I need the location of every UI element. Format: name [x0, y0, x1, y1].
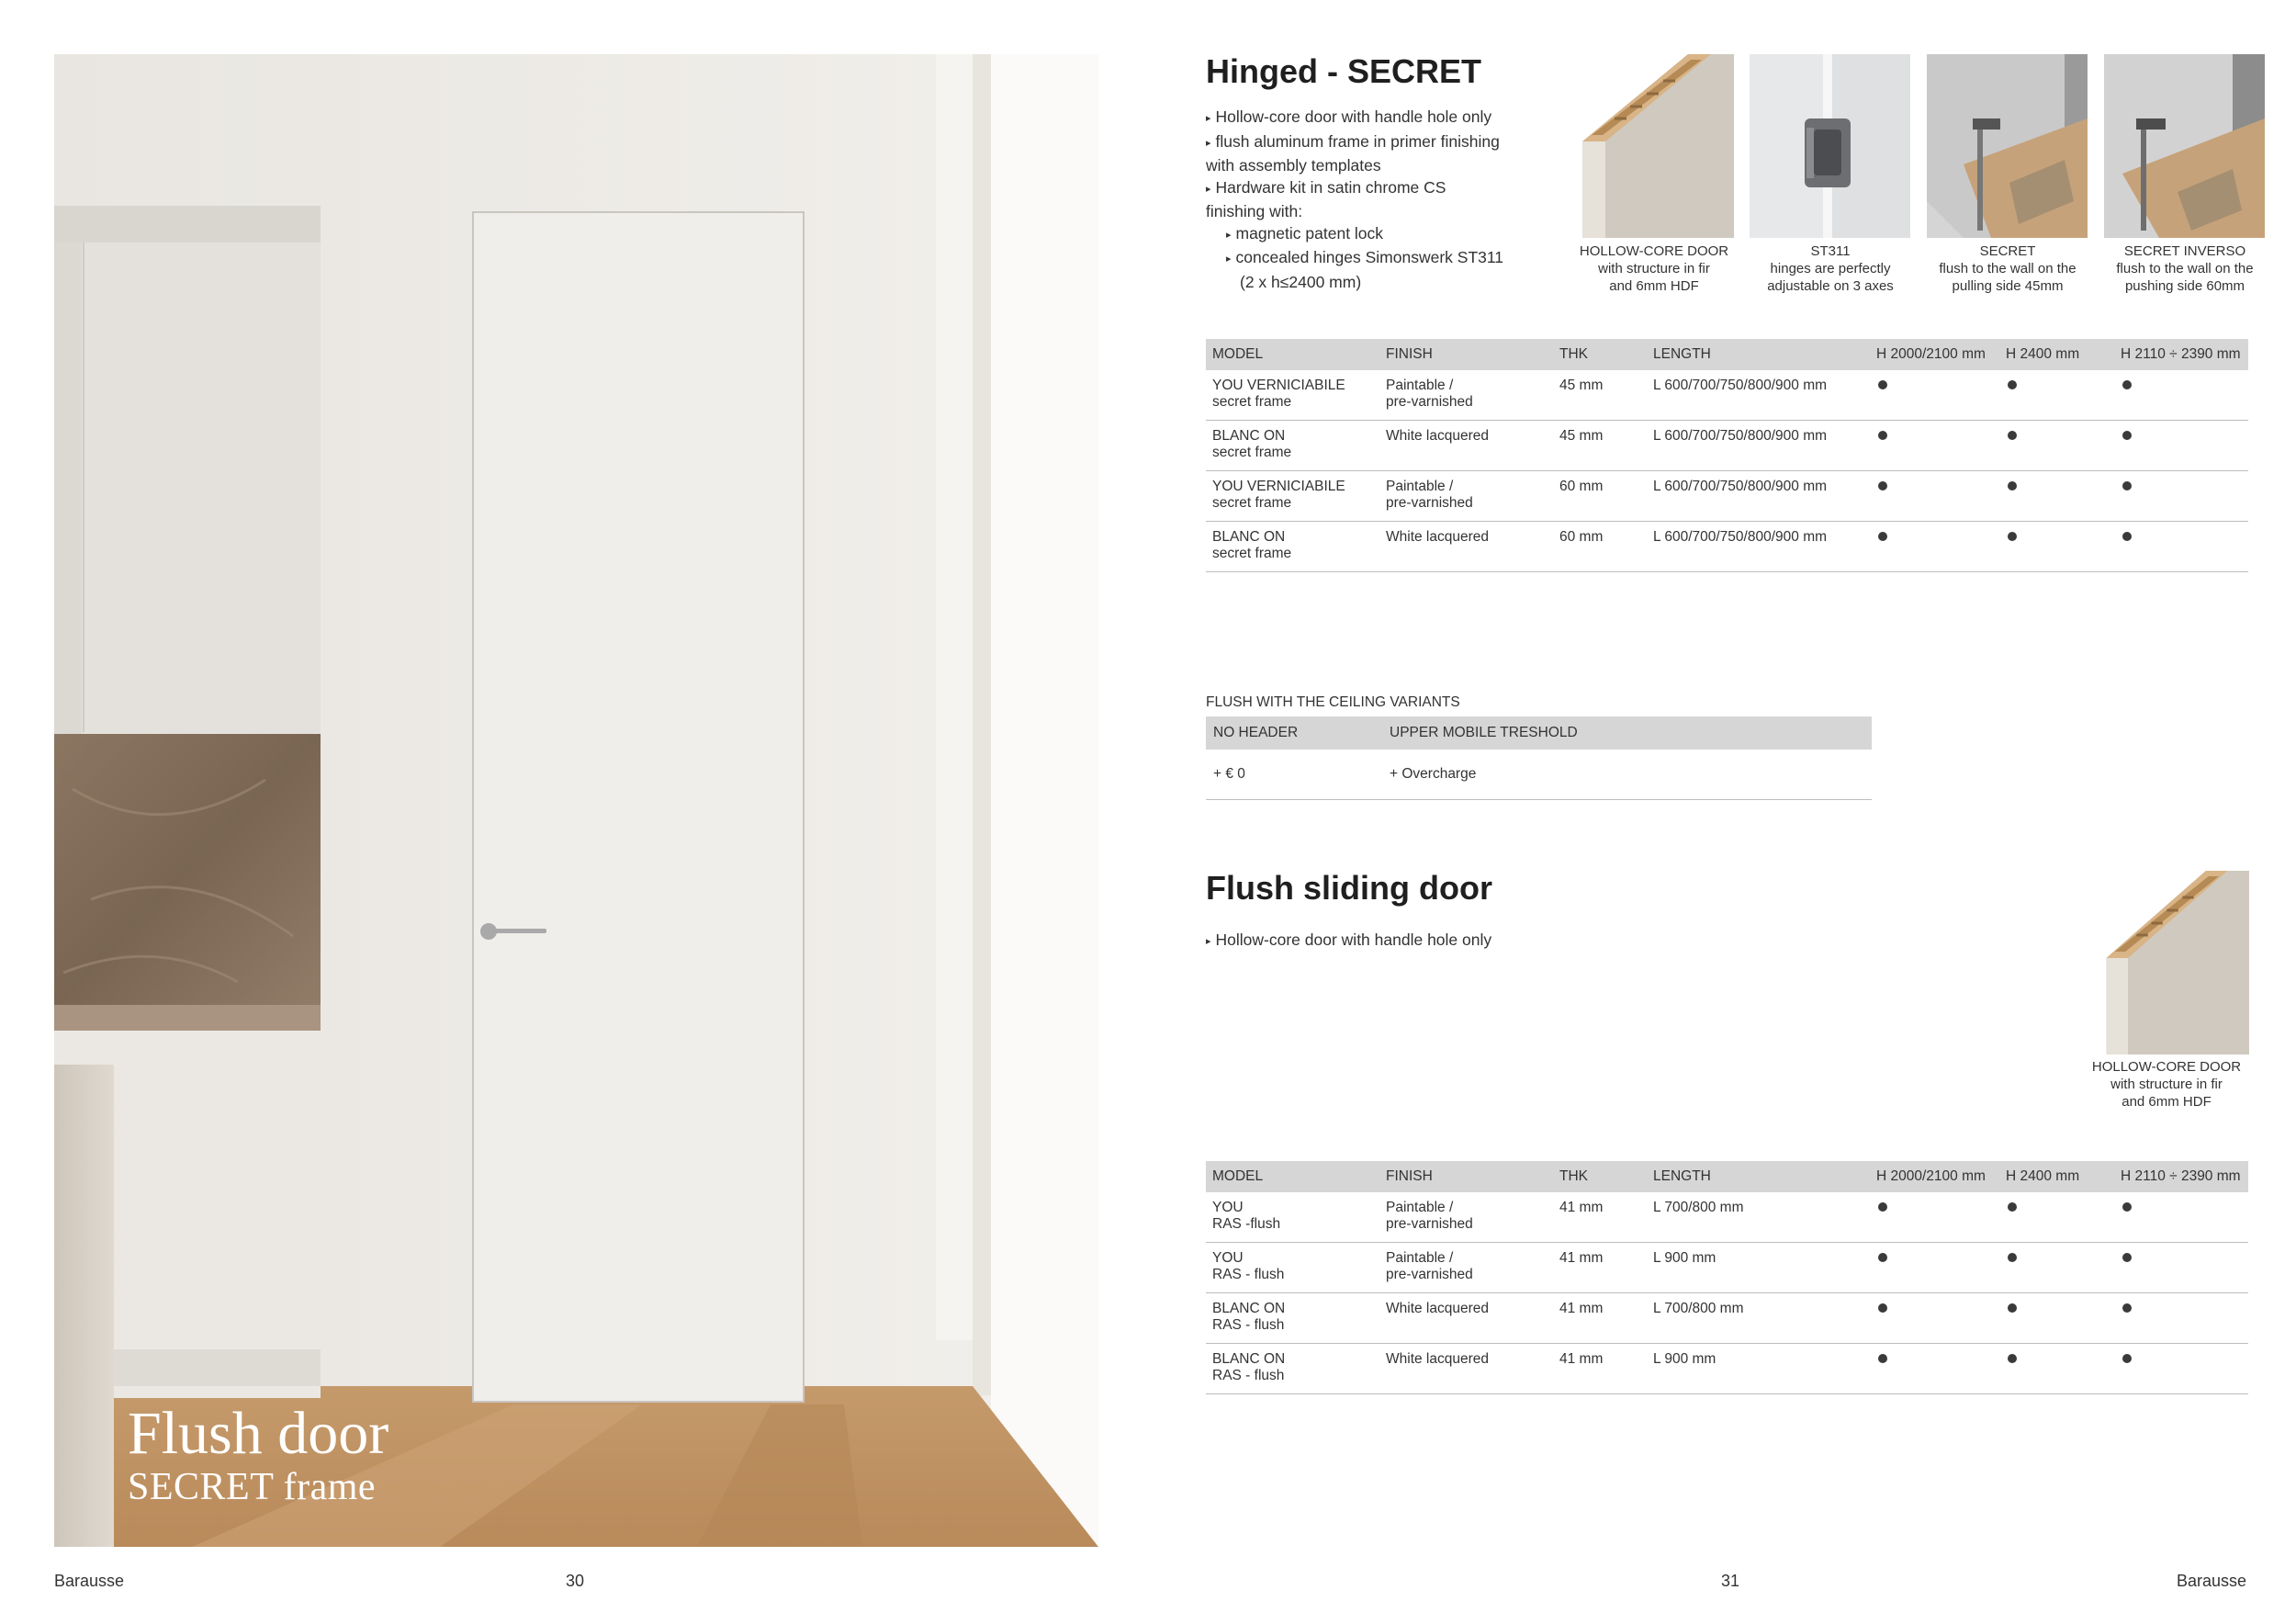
st311-hinge-image [1750, 54, 1910, 238]
arrow-bullet-icon: ▸ [1206, 113, 1211, 124]
hinged-spec-table [1206, 339, 2248, 572]
footer-brand-left: Barausse [54, 1572, 125, 1590]
arrow-bullet-icon: ▸ [1206, 137, 1211, 149]
arrow-bullet-icon: ▸ [1206, 936, 1211, 947]
table-header-row [1206, 1161, 2248, 1192]
available-dot-icon [2122, 1354, 2132, 1363]
column-header: MODEL [1206, 339, 1379, 370]
available-dot-icon [2122, 380, 2132, 389]
availability-cell [1999, 471, 2114, 522]
availability-cell [1999, 421, 2114, 471]
finish-cell: Paintable / pre-varnished [1379, 1243, 1553, 1293]
available-dot-icon [2008, 481, 2017, 491]
available-dot-icon [1878, 380, 1887, 389]
hollow-core-door-image [1573, 54, 1734, 238]
finish-cell: Paintable / pre-varnished [1379, 471, 1553, 522]
model-cell: BLANC ON RAS - flush [1206, 1293, 1379, 1344]
column-header: H 2110 ÷ 2390 mm [2114, 1161, 2248, 1192]
available-dot-icon [1878, 431, 1887, 440]
availability-cell [2114, 1344, 2248, 1394]
column-header: MODEL [1206, 1161, 1379, 1192]
thumbnail-caption: HOLLOW-CORE DOOR with structure in fir and 6mm HDF [2091, 1059, 2242, 1110]
length-cell: L 600/700/750/800/900 mm [1647, 370, 1870, 421]
bullet-item: ▸ Hardware kit in satin chrome CS finishing with: [1206, 177, 1446, 220]
finish-cell: White lacquered [1379, 1344, 1553, 1394]
table-row [1206, 1344, 2248, 1394]
finish-cell: White lacquered [1379, 1293, 1553, 1344]
thickness-cell: 60 mm [1553, 471, 1647, 522]
finish-cell: Paintable / pre-varnished [1379, 1192, 1553, 1243]
bullet-item: ▸ Hollow-core door with handle hole only [1206, 930, 1492, 949]
available-dot-icon [2008, 1202, 2017, 1212]
arrow-bullet-icon: ▸ [1226, 229, 1232, 241]
model-cell: BLANC ON RAS - flush [1206, 1344, 1379, 1394]
ceiling-variants-table [1206, 716, 1872, 800]
photo-caption [128, 1402, 388, 1508]
table-header-row [1206, 339, 2248, 370]
column-header: H 2000/2100 mm [1870, 339, 1999, 370]
availability-cell [2114, 471, 2248, 522]
arrow-bullet-icon: ▸ [1226, 254, 1232, 265]
availability-cell [1870, 1192, 1999, 1243]
available-dot-icon [2008, 380, 2017, 389]
availability-cell [1870, 1344, 1999, 1394]
availability-cell [1999, 1192, 2114, 1243]
model-cell: BLANC ON secret frame [1206, 421, 1379, 471]
ceiling-variants-label: FLUSH WITH THE CEILING VARIANTS [1206, 694, 1460, 710]
length-cell: L 700/800 mm [1647, 1192, 1870, 1243]
model-cell: YOU RAS - flush [1206, 1243, 1379, 1293]
available-dot-icon [2008, 431, 2017, 440]
availability-cell [2114, 522, 2248, 572]
table-row [1206, 471, 2248, 522]
available-dot-icon [2008, 1354, 2017, 1363]
column-header: H 2000/2100 mm [1870, 1161, 1999, 1192]
length-cell: L 900 mm [1647, 1243, 1870, 1293]
available-dot-icon [2122, 1253, 2132, 1262]
model-cell: YOU RAS -flush [1206, 1192, 1379, 1243]
length-cell: L 600/700/750/800/900 mm [1647, 471, 1870, 522]
availability-cell [1999, 1344, 2114, 1394]
column-header: FINISH [1379, 1161, 1553, 1192]
thickness-cell: 45 mm [1553, 421, 1647, 471]
availability-cell [1999, 370, 2114, 421]
bullet-item: ▸ flush aluminum frame in primer finishing with assembly templates [1206, 131, 1500, 175]
availability-cell [2114, 370, 2248, 421]
column-header: H 2110 ÷ 2390 mm [2114, 339, 2248, 370]
available-dot-icon [1878, 1303, 1887, 1313]
model-cell: YOU VERNICIABILE secret frame [1206, 471, 1379, 522]
column-header: UPPER MOBILE TRESHOLD [1382, 716, 1872, 750]
column-header: LENGTH [1647, 339, 1870, 370]
sub-bullet-item: ▸ magnetic patent lock [1226, 223, 1384, 242]
table-row [1206, 522, 2248, 572]
availability-cell [2114, 421, 2248, 471]
caption-title: Flush door [128, 1400, 389, 1467]
sub-bullet-item: ▸ concealed hinges Simonswerk ST311 (2 x h≤2400 mm) [1226, 248, 1504, 291]
available-dot-icon [1878, 1202, 1887, 1212]
table-row [1206, 1192, 2248, 1243]
sliding-spec-table [1206, 1161, 2248, 1394]
bullet-item: ▸ Hollow-core door with handle hole only [1206, 107, 1492, 126]
column-header: THK [1553, 339, 1647, 370]
thickness-cell: 41 mm [1553, 1293, 1647, 1344]
hollow-core-door-image [2098, 871, 2249, 1054]
available-dot-icon [2122, 431, 2132, 440]
thumbnail-caption: SECRET flush to the wall on the pulling side 45mm [1939, 243, 2077, 294]
thickness-cell: 41 mm [1553, 1243, 1647, 1293]
availability-cell [1870, 522, 1999, 572]
availability-cell [1870, 421, 1999, 471]
interior-photo [54, 54, 1098, 1547]
thumbnail-caption: HOLLOW-CORE DOOR with structure in fir and 6mm HDF [1579, 243, 1729, 294]
available-dot-icon [2122, 481, 2132, 491]
model-cell: BLANC ON secret frame [1206, 522, 1379, 572]
length-cell: L 900 mm [1647, 1344, 1870, 1394]
secret-inverso-frame-image [2104, 54, 2265, 238]
table-row [1206, 750, 1872, 800]
availability-cell [1870, 370, 1999, 421]
availability-cell [1870, 1243, 1999, 1293]
available-dot-icon [2122, 1202, 2132, 1212]
thickness-cell: 45 mm [1553, 370, 1647, 421]
page-number-right: 31 [1721, 1572, 1740, 1590]
flush-door-interior-image [54, 54, 1098, 1547]
column-header: THK [1553, 1161, 1647, 1192]
table-cell: + € 0 [1206, 750, 1382, 800]
thumbnail-caption: ST311 hinges are perfectly adjustable on 3 axes [1767, 243, 1894, 294]
caption-subtitle: SECRET frame [128, 1466, 377, 1508]
finish-cell: White lacquered [1379, 522, 1553, 572]
table-row [1206, 1243, 2248, 1293]
column-header: LENGTH [1647, 1161, 1870, 1192]
available-dot-icon [2008, 1253, 2017, 1262]
availability-cell [2114, 1192, 2248, 1243]
sliding-bullet-list [1206, 930, 1555, 954]
column-header: FINISH [1379, 339, 1553, 370]
column-header: NO HEADER [1206, 716, 1382, 750]
thumbnail-caption: SECRET INVERSO flush to the wall on the pushing side 60mm [2116, 243, 2254, 294]
model-cell: YOU VERNICIABILE secret frame [1206, 370, 1379, 421]
available-dot-icon [1878, 481, 1887, 491]
availability-cell [2114, 1293, 2248, 1344]
hinged-bullet-list [1206, 107, 1555, 293]
available-dot-icon [1878, 532, 1887, 541]
finish-cell: White lacquered [1379, 421, 1553, 471]
arrow-bullet-icon: ▸ [1206, 183, 1211, 195]
available-dot-icon [2008, 1303, 2017, 1313]
availability-cell [1999, 1243, 2114, 1293]
flush-sliding-door-title: Flush sliding door [1206, 869, 1492, 907]
length-cell: L 600/700/750/800/900 mm [1647, 421, 1870, 471]
hinged-secret-title: Hinged - SECRET [1206, 52, 1482, 90]
table-cell: + Overcharge [1382, 750, 1872, 800]
available-dot-icon [1878, 1354, 1887, 1363]
thickness-cell: 41 mm [1553, 1344, 1647, 1394]
length-cell: L 600/700/750/800/900 mm [1647, 522, 1870, 572]
table-header-row [1206, 716, 1872, 750]
thickness-cell: 41 mm [1553, 1192, 1647, 1243]
finish-cell: Paintable / pre-varnished [1379, 370, 1553, 421]
page-number-left: 30 [566, 1572, 585, 1590]
availability-cell [1870, 471, 1999, 522]
table-row [1206, 421, 2248, 471]
available-dot-icon [1878, 1253, 1887, 1262]
table-row [1206, 1293, 2248, 1344]
footer-brand-right: Barausse [2177, 1572, 2247, 1590]
table-row [1206, 370, 2248, 421]
available-dot-icon [2122, 1303, 2132, 1313]
availability-cell [1999, 522, 2114, 572]
length-cell: L 700/800 mm [1647, 1293, 1870, 1344]
availability-cell [1870, 1293, 1999, 1344]
availability-cell [2114, 1243, 2248, 1293]
thickness-cell: 60 mm [1553, 522, 1647, 572]
column-header: H 2400 mm [1999, 339, 2114, 370]
secret-frame-image [1927, 54, 2088, 238]
availability-cell [1999, 1293, 2114, 1344]
column-header: H 2400 mm [1999, 1161, 2114, 1192]
available-dot-icon [2008, 532, 2017, 541]
available-dot-icon [2122, 532, 2132, 541]
